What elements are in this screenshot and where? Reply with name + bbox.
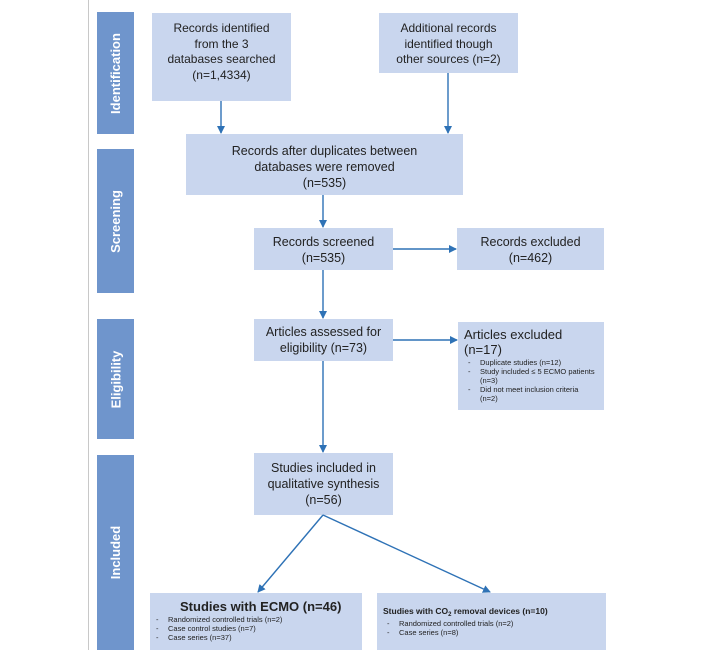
- additional-records-line: Additional records: [400, 21, 497, 35]
- additional-records-line: other sources (n=2): [396, 52, 501, 66]
- list-item: - Case series (n=37): [152, 633, 354, 642]
- list-item: - Did not meet inclusion criteria (n=2): [464, 385, 598, 403]
- records-identified-line: databases searched: [167, 52, 276, 66]
- co2-title-suffix: removal devices (n=10): [451, 606, 548, 616]
- records-identified-line: (n=1,4334): [192, 67, 251, 82]
- arrow-included-to-co2: [323, 515, 490, 592]
- after-duplicates-line: databases were removed: [254, 160, 395, 174]
- stage-screening-label: Screening: [108, 189, 124, 253]
- additional-records-line: identified though: [404, 36, 493, 51]
- co2-title-prefix: Studies with CO: [383, 606, 449, 616]
- articles-excluded-title: Articles excluded (n=17): [464, 327, 563, 357]
- list-item: - Case control studies (n=7): [152, 624, 354, 633]
- records-excluded-line: (n=462): [508, 251, 553, 265]
- stage-eligibility-label: Eligibility: [108, 350, 124, 408]
- after-duplicates-line: (n=535): [302, 176, 347, 190]
- ecmo-studies-title: Studies with ECMO (n=46): [180, 599, 342, 614]
- stage-identification-label: Identification: [108, 32, 124, 114]
- records-excluded-line: Records excluded: [480, 235, 581, 249]
- list-item: - Study included ≤ 5 ECMO patients (n=3): [464, 367, 598, 385]
- studies-included-line: Studies included in: [271, 461, 376, 475]
- list-item: - Case series (n=8): [383, 628, 600, 637]
- articles-assessed-line: Articles assessed for: [265, 325, 382, 339]
- arrow-included-to-ecmo: [258, 515, 323, 592]
- studies-included-line: qualitative synthesis: [267, 477, 380, 491]
- articles-assessed-line: eligibility (n=73): [279, 341, 368, 355]
- list-item: - Duplicate studies (n=12): [464, 358, 598, 367]
- records-screened-line: Records screened: [272, 235, 375, 249]
- records-identified-line: Records identified: [173, 21, 270, 35]
- records-screened-line: (n=535): [301, 251, 346, 265]
- studies-included-line: (n=56): [305, 493, 342, 507]
- stage-included-label: Included: [108, 525, 124, 580]
- list-item: - Randomized controlled trials (n=2): [383, 619, 600, 628]
- co2-title-subscript: 2: [448, 612, 452, 618]
- list-item: - Randomized controlled trials (n=2): [152, 615, 354, 624]
- after-duplicates-line: Records after duplicates between: [231, 144, 418, 158]
- records-identified-line: from the 3: [194, 36, 249, 51]
